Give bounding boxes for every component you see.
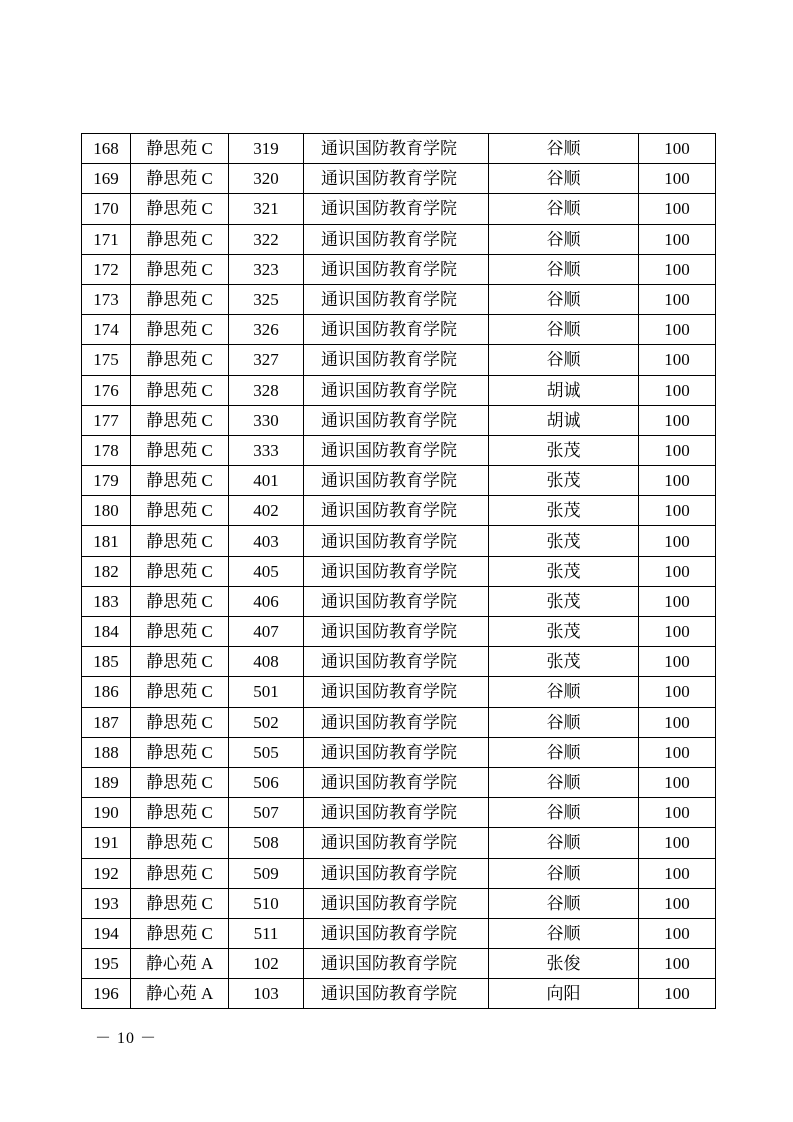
table-row — [82, 526, 716, 556]
table-row — [82, 979, 716, 1009]
score-cell: 100 — [639, 315, 716, 345]
score-cell: 100 — [639, 918, 716, 948]
room-number-cell: 321 — [229, 194, 304, 224]
person-cell: 谷顺 — [489, 737, 639, 767]
college-cell: 通识国防教育学院 — [304, 254, 489, 284]
table-row — [82, 556, 716, 586]
room-number-cell: 407 — [229, 617, 304, 647]
row-number-cell: 174 — [82, 315, 131, 345]
row-number-cell: 171 — [82, 224, 131, 254]
building-cell: 静思苑 C — [131, 284, 229, 314]
building-cell: 静思苑 C — [131, 496, 229, 526]
score-cell: 100 — [639, 164, 716, 194]
room-number-cell: 502 — [229, 707, 304, 737]
score-cell: 100 — [639, 979, 716, 1009]
table-row — [82, 737, 716, 767]
score-cell: 100 — [639, 949, 716, 979]
person-cell: 谷顺 — [489, 858, 639, 888]
score-cell: 100 — [639, 405, 716, 435]
score-cell: 100 — [639, 134, 716, 164]
college-cell: 通识国防教育学院 — [304, 284, 489, 314]
college-cell: 通识国防教育学院 — [304, 586, 489, 616]
row-number-cell: 186 — [82, 677, 131, 707]
college-cell: 通识国防教育学院 — [304, 496, 489, 526]
college-cell: 通识国防教育学院 — [304, 405, 489, 435]
score-cell: 100 — [639, 254, 716, 284]
room-number-cell: 325 — [229, 284, 304, 314]
person-cell: 胡诚 — [489, 375, 639, 405]
room-number-cell: 402 — [229, 496, 304, 526]
room-number-cell: 507 — [229, 798, 304, 828]
person-cell: 谷顺 — [489, 345, 639, 375]
table-row — [82, 677, 716, 707]
room-number-cell: 506 — [229, 767, 304, 797]
table-row — [82, 194, 716, 224]
room-number-cell: 403 — [229, 526, 304, 556]
score-cell: 100 — [639, 677, 716, 707]
person-cell: 谷顺 — [489, 918, 639, 948]
building-cell: 静思苑 C — [131, 858, 229, 888]
dormitory-score-table — [81, 133, 716, 1009]
row-number-cell: 170 — [82, 194, 131, 224]
building-cell: 静心苑 A — [131, 979, 229, 1009]
table-row — [82, 496, 716, 526]
person-cell: 张茂 — [489, 617, 639, 647]
person-cell: 张茂 — [489, 496, 639, 526]
person-cell: 谷顺 — [489, 707, 639, 737]
college-cell: 通识国防教育学院 — [304, 949, 489, 979]
table-row — [82, 315, 716, 345]
table-row — [82, 134, 716, 164]
row-number-cell: 172 — [82, 254, 131, 284]
table-row — [82, 767, 716, 797]
table-row — [82, 617, 716, 647]
table-row — [82, 828, 716, 858]
room-number-cell: 510 — [229, 888, 304, 918]
person-cell: 谷顺 — [489, 224, 639, 254]
building-cell: 静思苑 C — [131, 254, 229, 284]
table-row — [82, 798, 716, 828]
college-cell: 通识国防教育学院 — [304, 164, 489, 194]
row-number-cell: 183 — [82, 586, 131, 616]
person-cell: 张俊 — [489, 949, 639, 979]
row-number-cell: 168 — [82, 134, 131, 164]
person-cell: 谷顺 — [489, 677, 639, 707]
row-number-cell: 195 — [82, 949, 131, 979]
college-cell: 通识国防教育学院 — [304, 677, 489, 707]
person-cell: 张茂 — [489, 526, 639, 556]
room-number-cell: 323 — [229, 254, 304, 284]
table-row — [82, 707, 716, 737]
row-number-cell: 194 — [82, 918, 131, 948]
room-number-cell: 509 — [229, 858, 304, 888]
building-cell: 静思苑 C — [131, 586, 229, 616]
room-number-cell: 501 — [229, 677, 304, 707]
score-cell: 100 — [639, 617, 716, 647]
building-cell: 静思苑 C — [131, 767, 229, 797]
person-cell: 谷顺 — [489, 284, 639, 314]
table-row — [82, 888, 716, 918]
college-cell: 通识国防教育学院 — [304, 375, 489, 405]
building-cell: 静思苑 C — [131, 375, 229, 405]
college-cell: 通识国防教育学院 — [304, 526, 489, 556]
row-number-cell: 169 — [82, 164, 131, 194]
score-cell: 100 — [639, 466, 716, 496]
table-row — [82, 435, 716, 465]
person-cell: 张茂 — [489, 556, 639, 586]
score-cell: 100 — [639, 345, 716, 375]
row-number-cell: 189 — [82, 767, 131, 797]
college-cell: 通识国防教育学院 — [304, 617, 489, 647]
building-cell: 静思苑 C — [131, 737, 229, 767]
building-cell: 静思苑 C — [131, 134, 229, 164]
room-number-cell: 333 — [229, 435, 304, 465]
room-number-cell: 401 — [229, 466, 304, 496]
row-number-cell: 196 — [82, 979, 131, 1009]
college-cell: 通识国防教育学院 — [304, 556, 489, 586]
room-number-cell: 330 — [229, 405, 304, 435]
college-cell: 通识国防教育学院 — [304, 888, 489, 918]
person-cell: 谷顺 — [489, 315, 639, 345]
college-cell: 通识国防教育学院 — [304, 798, 489, 828]
college-cell: 通识国防教育学院 — [304, 979, 489, 1009]
college-cell: 通识国防教育学院 — [304, 707, 489, 737]
person-cell: 张茂 — [489, 647, 639, 677]
row-number-cell: 173 — [82, 284, 131, 314]
table-row — [82, 466, 716, 496]
room-number-cell: 327 — [229, 345, 304, 375]
score-cell: 100 — [639, 798, 716, 828]
college-cell: 通识国防教育学院 — [304, 134, 489, 164]
score-cell: 100 — [639, 194, 716, 224]
building-cell: 静思苑 C — [131, 224, 229, 254]
score-cell: 100 — [639, 707, 716, 737]
room-number-cell: 322 — [229, 224, 304, 254]
building-cell: 静思苑 C — [131, 194, 229, 224]
college-cell: 通识国防教育学院 — [304, 194, 489, 224]
building-cell: 静思苑 C — [131, 315, 229, 345]
row-number-cell: 179 — [82, 466, 131, 496]
college-cell: 通识国防教育学院 — [304, 315, 489, 345]
room-number-cell: 405 — [229, 556, 304, 586]
person-cell: 张茂 — [489, 586, 639, 616]
person-cell: 谷顺 — [489, 194, 639, 224]
row-number-cell: 191 — [82, 828, 131, 858]
college-cell: 通识国防教育学院 — [304, 466, 489, 496]
table-row — [82, 254, 716, 284]
table-row — [82, 949, 716, 979]
row-number-cell: 178 — [82, 435, 131, 465]
college-cell: 通识国防教育学院 — [304, 224, 489, 254]
college-cell: 通识国防教育学院 — [304, 647, 489, 677]
table-body — [82, 134, 716, 1009]
room-number-cell: 102 — [229, 949, 304, 979]
row-number-cell: 190 — [82, 798, 131, 828]
college-cell: 通识国防教育学院 — [304, 767, 489, 797]
score-cell: 100 — [639, 284, 716, 314]
person-cell: 谷顺 — [489, 134, 639, 164]
person-cell: 张茂 — [489, 466, 639, 496]
page-number: － 10 － — [95, 1030, 158, 1047]
building-cell: 静思苑 C — [131, 918, 229, 948]
row-number-cell: 181 — [82, 526, 131, 556]
score-cell: 100 — [639, 858, 716, 888]
person-cell: 谷顺 — [489, 798, 639, 828]
building-cell: 静思苑 C — [131, 647, 229, 677]
room-number-cell: 406 — [229, 586, 304, 616]
score-cell: 100 — [639, 888, 716, 918]
row-number-cell: 185 — [82, 647, 131, 677]
college-cell: 通识国防教育学院 — [304, 345, 489, 375]
score-cell: 100 — [639, 435, 716, 465]
table-row — [82, 918, 716, 948]
person-cell: 谷顺 — [489, 828, 639, 858]
building-cell: 静思苑 C — [131, 405, 229, 435]
building-cell: 静心苑 A — [131, 949, 229, 979]
row-number-cell: 188 — [82, 737, 131, 767]
building-cell: 静思苑 C — [131, 798, 229, 828]
table-row — [82, 164, 716, 194]
row-number-cell: 175 — [82, 345, 131, 375]
score-cell: 100 — [639, 828, 716, 858]
score-cell: 100 — [639, 496, 716, 526]
score-cell: 100 — [639, 224, 716, 254]
row-number-cell: 187 — [82, 707, 131, 737]
table-row — [82, 375, 716, 405]
score-cell: 100 — [639, 526, 716, 556]
table-row — [82, 284, 716, 314]
row-number-cell: 182 — [82, 556, 131, 586]
table-row — [82, 405, 716, 435]
room-number-cell: 508 — [229, 828, 304, 858]
score-cell: 100 — [639, 737, 716, 767]
person-cell: 谷顺 — [489, 888, 639, 918]
row-number-cell: 177 — [82, 405, 131, 435]
score-cell: 100 — [639, 767, 716, 797]
room-number-cell: 320 — [229, 164, 304, 194]
score-cell: 100 — [639, 375, 716, 405]
building-cell: 静思苑 C — [131, 677, 229, 707]
building-cell: 静思苑 C — [131, 466, 229, 496]
college-cell: 通识国防教育学院 — [304, 737, 489, 767]
building-cell: 静思苑 C — [131, 164, 229, 194]
row-number-cell: 193 — [82, 888, 131, 918]
room-number-cell: 103 — [229, 979, 304, 1009]
person-cell: 谷顺 — [489, 164, 639, 194]
table-row — [82, 586, 716, 616]
row-number-cell: 184 — [82, 617, 131, 647]
room-number-cell: 511 — [229, 918, 304, 948]
table-row — [82, 345, 716, 375]
table-row — [82, 858, 716, 888]
college-cell: 通识国防教育学院 — [304, 858, 489, 888]
person-cell: 谷顺 — [489, 254, 639, 284]
person-cell: 向阳 — [489, 979, 639, 1009]
college-cell: 通识国防教育学院 — [304, 828, 489, 858]
person-cell: 谷顺 — [489, 767, 639, 797]
row-number-cell: 192 — [82, 858, 131, 888]
table-row — [82, 224, 716, 254]
score-cell: 100 — [639, 586, 716, 616]
building-cell: 静思苑 C — [131, 345, 229, 375]
row-number-cell: 180 — [82, 496, 131, 526]
row-number-cell: 176 — [82, 375, 131, 405]
room-number-cell: 319 — [229, 134, 304, 164]
room-number-cell: 328 — [229, 375, 304, 405]
room-number-cell: 505 — [229, 737, 304, 767]
score-cell: 100 — [639, 647, 716, 677]
building-cell: 静思苑 C — [131, 435, 229, 465]
building-cell: 静思苑 C — [131, 828, 229, 858]
person-cell: 张茂 — [489, 435, 639, 465]
building-cell: 静思苑 C — [131, 526, 229, 556]
building-cell: 静思苑 C — [131, 888, 229, 918]
person-cell: 胡诚 — [489, 405, 639, 435]
building-cell: 静思苑 C — [131, 707, 229, 737]
building-cell: 静思苑 C — [131, 556, 229, 586]
building-cell: 静思苑 C — [131, 617, 229, 647]
room-number-cell: 408 — [229, 647, 304, 677]
table-row — [82, 647, 716, 677]
score-cell: 100 — [639, 556, 716, 586]
college-cell: 通识国防教育学院 — [304, 918, 489, 948]
room-number-cell: 326 — [229, 315, 304, 345]
college-cell: 通识国防教育学院 — [304, 435, 489, 465]
